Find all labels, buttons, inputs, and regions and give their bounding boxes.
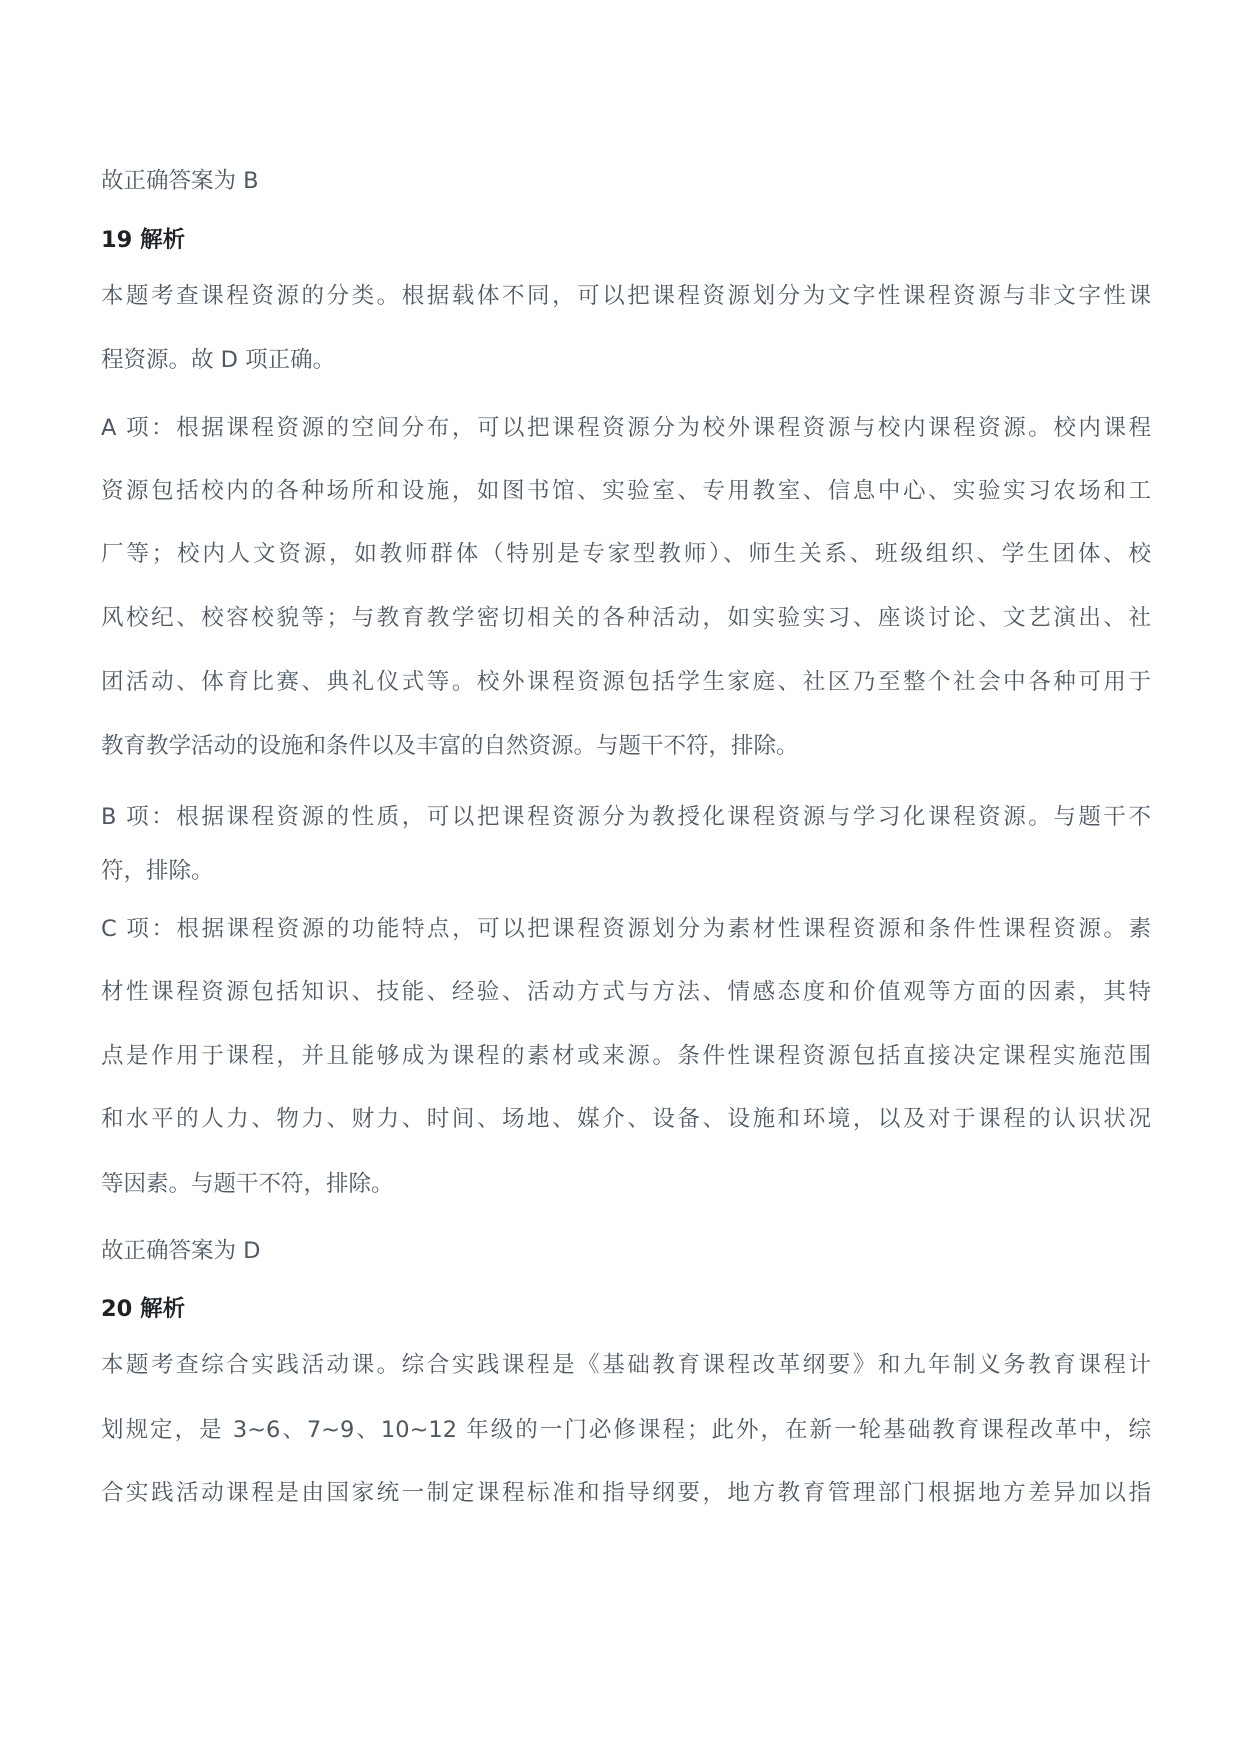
- text-line: A 项：根据课程资源的空间分布，可以把课程资源分为校外课程资源与校内课程资源。校内课程: [101, 415, 1151, 441]
- text-line: C 项：根据课程资源的功能特点，可以把课程资源划分为素材性课程资源和条件性课程资源。素: [101, 916, 1151, 942]
- text-line: 点是作用于课程，并且能够成为课程的素材或来源。条件性课程资源包括直接决定课程实施范围: [101, 1043, 1151, 1069]
- text-line: 教育教学活动的设施和条件以及丰富的自然资源。与题干不符，排除。: [101, 733, 799, 759]
- text-line: 划规定，是 3~6、7~9、10~12 年级的一门必修课程；此外，在新一轮基础教育课程改革中，综: [101, 1417, 1151, 1443]
- text-line: 风校纪、校容校貌等；与教育教学密切相关的各种活动，如实验实习、座谈讨论、文艺演出、社: [101, 605, 1151, 631]
- text-line: 故正确答案为 D: [101, 1238, 261, 1264]
- text-line: B 项：根据课程资源的性质，可以把课程资源分为教授化课程资源与学习化课程资源。与题干不: [101, 804, 1151, 830]
- text-line: 等因素。与题干不符，排除。: [101, 1171, 394, 1197]
- text-line: 和水平的人力、物力、财力、时间、场地、媒介、设备、设施和环境，以及对于课程的认识状况: [101, 1106, 1151, 1132]
- text-line: 本题考查课程资源的分类。根据载体不同，可以把课程资源划分为文字性课程资源与非文字性课: [101, 283, 1151, 309]
- text-line: 团活动、体育比赛、典礼仪式等。校外课程资源包括学生家庭、社区乃至整个社会中各种可用于: [101, 669, 1151, 695]
- text-line: 本题考查综合实践活动课。综合实践课程是《基础教育课程改革纲要》和九年制义务教育课程计: [101, 1352, 1151, 1378]
- text-line: 合实践活动课程是由国家统一制定课程标准和指导纲要，地方教育管理部门根据地方差异加以指: [101, 1480, 1151, 1506]
- text-line: 材性课程资源包括知识、技能、经验、活动方式与方法、情感态度和价值观等方面的因素，其特: [101, 979, 1151, 1005]
- section-heading: 20 解析: [101, 1296, 186, 1322]
- text-line: 符，排除。: [101, 858, 214, 884]
- text-line: 程资源。故 D 项正确。: [101, 347, 336, 373]
- section-heading: 19 解析: [101, 227, 186, 253]
- text-line: 故正确答案为 B: [101, 168, 259, 194]
- text-line: 资源包括校内的各种场所和设施，如图书馆、实验室、专用教室、信息中心、实验实习农场和工: [101, 478, 1151, 504]
- text-line: 厂等；校内人文资源，如教师群体（特别是专家型教师）、师生关系、班级组织、学生团体、校: [101, 541, 1151, 567]
